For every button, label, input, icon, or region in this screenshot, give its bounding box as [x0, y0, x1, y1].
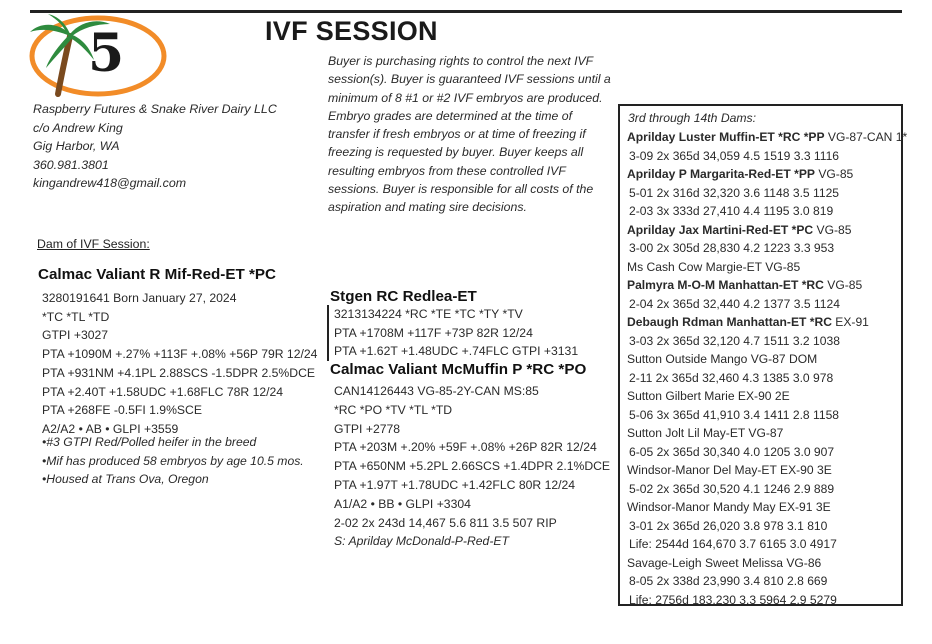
pedigree-dam-name: Aprilday Luster Muffin-ET *RC *PP — [627, 130, 825, 144]
pedigree-dam-name: Debaugh Rdman Manhattan-ET *RC — [627, 315, 832, 329]
pedigree-dam-record: 3-03 2x 365d 32,120 4.7 1511 3.2 1038 — [629, 333, 840, 348]
dam-pta-line: PTA +268FE -0.5FI 1.9%SCE — [42, 403, 202, 418]
pedigree-dam-record: 2-11 2x 365d 32,460 4.3 1385 3.0 978 — [629, 370, 834, 385]
pedigree-dam-record: Life: 2756d 183,230 3.3 5964 2.9 5279 — [629, 592, 837, 607]
pedigree-dam-entry — [627, 554, 907, 573]
pedigree-list — [627, 128, 907, 609]
pedigree-dam-classification: VG-87-CAN 1* — [824, 130, 908, 144]
second-dam-line: PTA +203M +.20% +59F +.08% +26P 82R 12/24 — [334, 440, 597, 455]
second-dam-record: 2-02 2x 243d 14,467 5.6 811 3.5 507 RIP — [334, 515, 557, 530]
pedigree-dam-entry — [627, 350, 907, 369]
owner-location: Gig Harbor, WA — [33, 139, 120, 154]
second-dam-line: GTPI +2778 — [334, 421, 401, 436]
pedigree-heading: 3rd through 14th Dams: — [628, 111, 757, 125]
page-title: IVF SESSION — [265, 16, 438, 46]
second-dam-details — [334, 382, 610, 551]
sire-details — [327, 305, 578, 361]
pedigree-dam-classification: Windsor-Manor Mandy May EX-91 3E — [627, 500, 831, 514]
pedigree-dam-name: Aprilday Jax Martini-Red-ET *PC — [627, 222, 814, 237]
dam-heading: Dam of IVF Session: — [37, 237, 150, 251]
second-dam-line: PTA +1.97T +1.78UDC +1.42FLC 80R 12/24 — [334, 477, 576, 492]
pedigree-dam-entry — [627, 313, 907, 332]
pedigree-dam-entry — [627, 498, 907, 517]
dam-name: Calmac Valiant R Mif-Red-ET *PC — [38, 266, 276, 283]
second-dam-line: PTA +650NM +5.2PL 2.66SCS +1.4DPR 2.1%DCE — [334, 459, 611, 474]
pedigree-dam-record: 3-01 2x 365d 26,020 3.8 978 3.1 810 — [629, 518, 828, 533]
pedigree-dam-entry — [627, 276, 907, 295]
second-dam-name: Calmac Valiant McMuffin P *RC *PO — [330, 361, 587, 378]
pedigree-dam-entry — [627, 128, 907, 147]
sire-line: PTA +1.62T +1.48UDC +.74FLC GTPI +3131 — [334, 344, 579, 358]
pedigree-dam-entry — [627, 258, 907, 277]
sire-name: Stgen RC Redlea-ET — [330, 288, 477, 305]
dam-tests-line: *TC *TL *TD — [42, 309, 110, 324]
pedigree-dam-classification: VG-85 — [813, 222, 852, 237]
second-dam-line: A1/A2 • BB • GLPI +3304 — [334, 496, 471, 511]
second-dam-line: CAN14126443 VG-85-2Y-CAN MS:85 — [334, 384, 539, 398]
pedigree-dam-entry — [627, 387, 907, 406]
pedigree-dam-record: 8-05 2x 338d 23,990 3.4 810 2.8 669 — [629, 574, 828, 588]
pedigree-dam-name: Aprilday P Margarita-Red-ET *PP — [627, 167, 815, 181]
pedigree-dam-classification: Sutton Outside Mango VG-87 DOM — [627, 352, 818, 366]
pedigree-dam-record: 5-02 2x 365d 30,520 4.1 1246 2.9 889 — [629, 481, 835, 496]
pedigree-dam-entry — [627, 165, 907, 184]
dam-id-line: 3280191641 Born January 27, 2024 — [42, 291, 237, 305]
dam-note: •Housed at Trans Ova, Oregon — [42, 472, 209, 487]
dam-genotype-line: A2/A2 • AB • GLPI +3559 — [42, 421, 179, 436]
dam-notes — [42, 433, 304, 489]
owner-contact — [33, 100, 277, 193]
pedigree-dam-entry — [627, 461, 907, 480]
pedigree-dam-classification: Sutton Gilbert Marie EX-90 2E — [627, 389, 790, 403]
lot-number: 5 — [88, 23, 125, 84]
pedigree-dam-entry — [627, 424, 907, 443]
second-dam-line: *RC *PO *TV *TL *TD — [334, 402, 453, 417]
dam-gtpi-line: GTPI +3027 — [42, 328, 109, 343]
pedigree-dam-classification: VG-85 — [814, 167, 854, 181]
pedigree-dam-name: Palmyra M-O-M Manhattan-ET *RC — [627, 278, 824, 292]
pedigree-dam-entry — [627, 221, 907, 240]
dam-note: •#3 GTPI Red/Polled heifer in the breed — [42, 435, 257, 449]
pedigree-dam-classification: Windsor-Manor Del May-ET EX-90 3E — [627, 463, 832, 477]
sire-line: 3213134224 *RC *TE *TC *TY *TV — [334, 307, 523, 321]
pedigree-dam-record: 3-09 2x 365d 34,059 4.5 1519 3.3 1116 — [629, 148, 840, 163]
dam-pta-line: PTA +2.40T +1.58UDC +1.68FLC 78R 12/24 — [42, 384, 284, 399]
dam-details — [42, 289, 317, 439]
owner-email: kingandrew418@gmail.com — [33, 176, 187, 191]
session-description: Buyer is purchasing rights to control the next IVF session(s). Buyer is guaranteed IVF sessions until a minimum of 8 #1 or #2 IVF embryos are produced. Embryo grades are determined at the time of transfer if fresh embryos or at time of freezing if freezing is requested by buyer. Buyer keeps all resulting embryos from these controlled IVF sessions. Buyer is responsible for all costs of the aspiration and mating sire decisions. — [328, 54, 611, 215]
sire-line: PTA +1708M +117F +73P 82R 12/24 — [334, 325, 533, 340]
pedigree-dam-classification: VG-85 — [823, 278, 863, 292]
dam-pta-line: PTA +931NM +4.1PL 2.88SCS -1.5DPR 2.5%DCE — [42, 365, 315, 380]
pedigree-dam-record: 2-04 2x 365d 32,440 4.2 1377 3.5 1124 — [629, 296, 840, 311]
dam-pta-line: PTA +1090M +.27% +113F +.08% +56P 79R 12/24 — [42, 347, 318, 362]
owner-phone: 360.981.3801 — [33, 157, 109, 172]
pedigree-dam-record: 2-03 3x 333d 27,410 4.4 1195 3.0 819 — [629, 204, 834, 218]
pedigree-dam-classification: Savage-Leigh Sweet Melissa VG-86 — [627, 555, 822, 570]
pedigree-dam-classification: Sutton Jolt Lil May-ET VG-87 — [627, 426, 784, 440]
pedigree-dam-record: Life: 2544d 164,670 3.7 6165 3.0 4917 — [629, 537, 837, 551]
pedigree-dam-record: 3-00 2x 305d 28,830 4.2 1223 3.3 953 — [629, 241, 835, 255]
pedigree-dam-record: 6-05 2x 365d 30,340 4.0 1205 3.0 907 — [629, 444, 835, 459]
owner-name: Raspberry Futures & Snake River Dairy LLC — [33, 102, 277, 116]
owner-attention: c/o Andrew King — [33, 120, 123, 135]
pedigree-dam-classification: Ms Cash Cow Margie-ET VG-85 — [627, 259, 801, 274]
pedigree-dam-record: 5-06 3x 365d 41,910 3.4 1411 2.8 1158 — [629, 407, 840, 422]
second-dam-sire: S: Aprilday McDonald-P-Red-ET — [334, 534, 509, 549]
pedigree-dam-record: 5-01 2x 316d 32,320 3.6 1148 3.5 1125 — [629, 185, 840, 200]
pedigree-dam-classification: EX-91 — [831, 315, 869, 329]
dam-note: •Mif has produced 58 embryos by age 10.5 mos. — [42, 453, 304, 468]
